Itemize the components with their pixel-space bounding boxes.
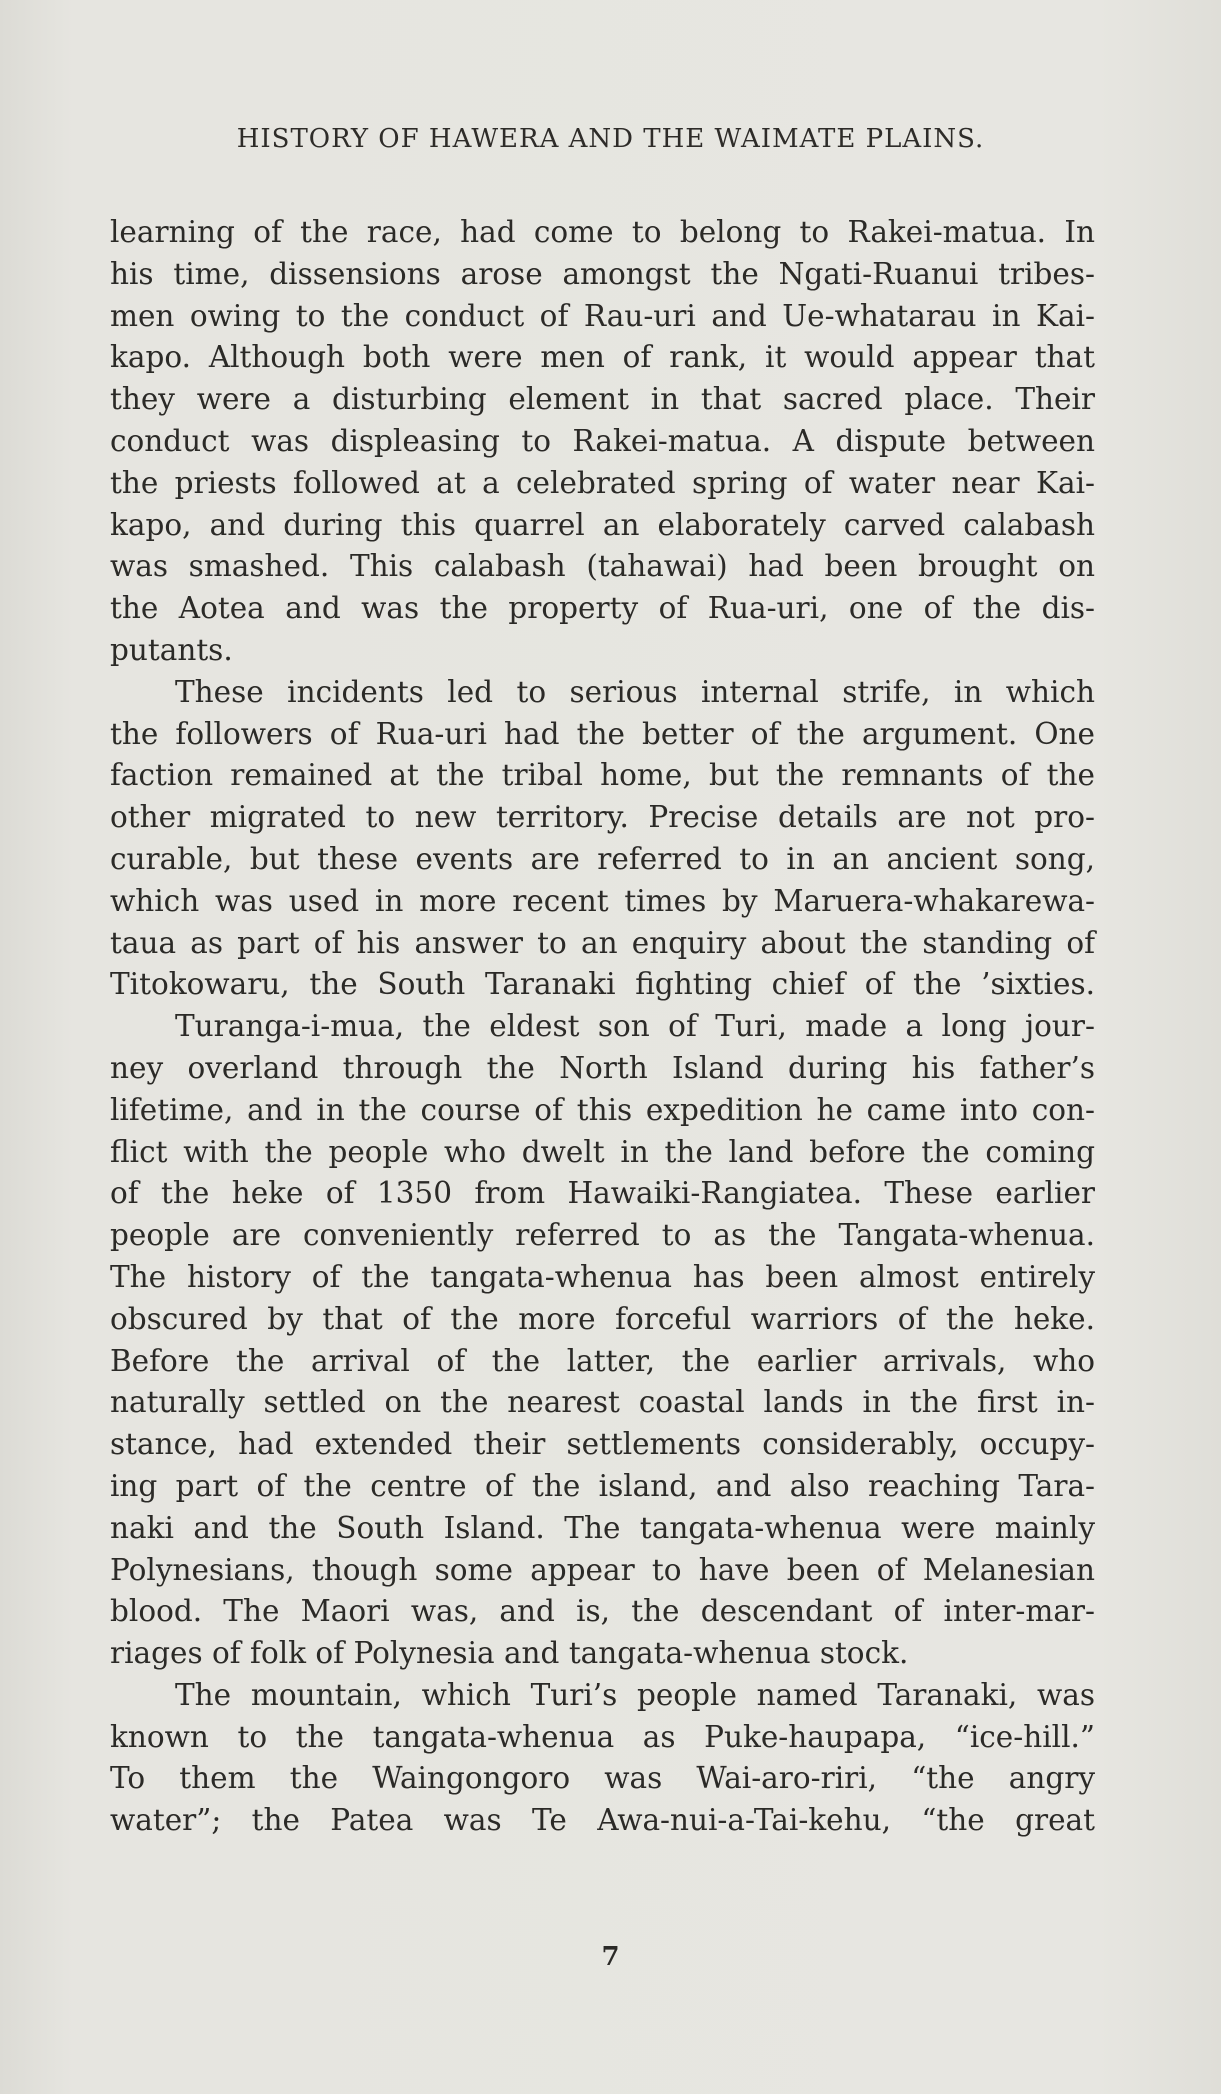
text-line: the followers of Rua-uri had the better of the argument. One (110, 716, 1095, 751)
text-line: the Aotea and was the property of Rua-uri, one of the dis- (110, 591, 1095, 626)
text-line: Titokowaru, the South Taranaki fighting chief of the ’sixties. (110, 967, 1095, 1002)
text-line: flict with the people who dwelt in the land before the coming (110, 1134, 1095, 1169)
text-line: obscured by that of the more forceful warriors of the heke. (110, 1301, 1095, 1336)
text-line: his time, dissensions arose amongst the Ngati-Ruanui tribes- (110, 256, 1095, 291)
text-line: blood. The Maori was, and is, the descendant of inter-mar- (110, 1594, 1095, 1629)
text-line: riages of folk of Polynesia and tangata-whenua stock. (110, 1636, 909, 1671)
page-number: 7 (601, 1942, 620, 1972)
text-line: lifetime, and in the course of this expedition he came into con- (110, 1092, 1095, 1127)
text-line: they were a disturbing element in that sacred place. Their (110, 382, 1095, 417)
text-line: Polynesians, though some appear to have been of Melanesian (110, 1552, 1095, 1587)
text-line: faction remained at the tribal home, but the remnants of the (110, 758, 1095, 793)
text-line: of the heke of 1350 from Hawaiki-Rangiatea. These earlier (110, 1176, 1095, 1211)
text-line: ing part of the centre of the island, and also reaching Tara- (110, 1468, 1095, 1503)
text-line: taua as part of his answer to an enquiry about the standing of (110, 925, 1095, 960)
text-line: water”; the Patea was Te Awa-nui-a-Tai-kehu, “the great (110, 1803, 1095, 1838)
text-line: men owing to the conduct of Rau-uri and Ue-whatarau in Kai- (110, 298, 1095, 333)
text-line: known to the tangata-whenua as Puke-haupapa, “ice-hill.” (110, 1719, 1095, 1754)
paragraph-start-line: Turanga-i-mua, the eldest son of Turi, made a long jour- (175, 1009, 1095, 1044)
running-head: HISTORY OF HAWERA AND THE WAIMATE PLAINS. (236, 124, 985, 154)
paragraph-start-line: These incidents led to serious internal strife, in which (175, 674, 1095, 709)
paragraph-start-line: The mountain, which Turi’s people named Taranaki, was (175, 1677, 1095, 1712)
text-line: conduct was displeasing to Rakei-matua. A dispute between (110, 423, 1095, 458)
text-line: other migrated to new territory. Precise details are not pro- (110, 800, 1095, 835)
body-text (110, 212, 1095, 1842)
text-line: people are conveniently referred to as the Tangata-whenua. (110, 1218, 1095, 1253)
text-line: stance, had extended their settlements considerably, occupy- (110, 1427, 1095, 1462)
text-line: The history of the tangata-whenua has been almost entirely (110, 1259, 1095, 1294)
text-line: learning of the race, had come to belong to Rakei-matua. In (110, 215, 1095, 249)
text-line: kapo, and during this quarrel an elaborately carved calabash (110, 507, 1095, 542)
text-line: the priests followed at a celebrated spring of water near Kai- (110, 465, 1095, 500)
text-line: curable, but these events are referred to in an ancient song, (110, 841, 1095, 876)
text-line: To them the Waingongoro was Wai-aro-riri, “the angry (110, 1761, 1095, 1796)
text-line: putants. (110, 632, 233, 667)
text-line: naki and the South Island. The tangata-whenua were mainly (110, 1510, 1095, 1545)
text-line: which was used in more recent times by Maruera-whakarewa- (110, 883, 1095, 918)
text-line: naturally settled on the nearest coastal lands in the first in- (110, 1385, 1095, 1420)
text-line: was smashed. This calabash (tahawai) had been brought on (110, 549, 1095, 584)
text-line: Before the arrival of the latter, the earlier arrivals, who (110, 1343, 1095, 1378)
text-line: kapo. Although both were men of rank, it would appear that (110, 340, 1095, 375)
text-line: ney overland through the North Island during his father’s (110, 1050, 1095, 1085)
